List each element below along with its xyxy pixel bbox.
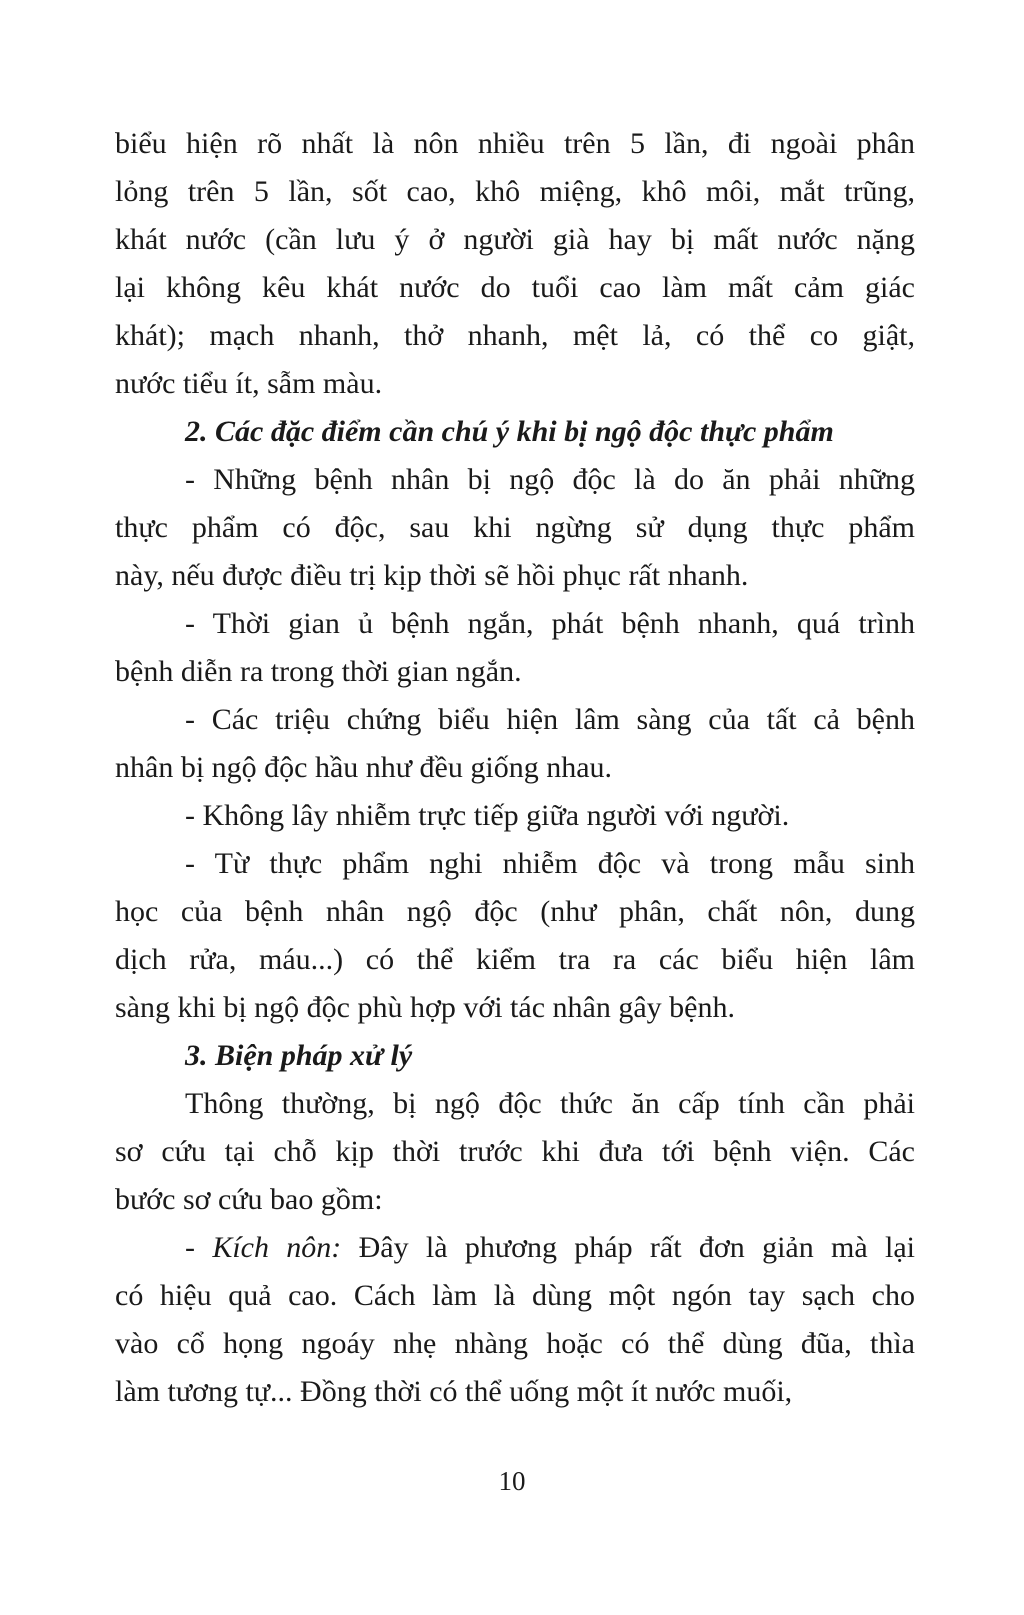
text-line: - Những bệnh nhân bị ngộ độc là do ăn phải những [185,463,915,496]
text-line: dịch rửa, máu...) có thể kiểm tra ra các biểu hiện lâm [115,943,915,976]
text-line: lỏng trên 5 lần, sốt cao, khô miệng, khô môi, mắt trũng, [115,175,915,208]
text-line: này, nếu được điều trị kịp thời sẽ hồi phục rất nhanh. [115,559,749,592]
text-line: thực phẩm có độc, sau khi ngừng sử dụng thực phẩm [115,511,915,544]
page-text-block [115,120,915,1416]
text-line: Thông thường, bị ngộ độc thức ăn cấp tính cần phải [185,1087,915,1120]
text-line: học của bệnh nhân ngộ độc (như phân, chất nôn, dung [115,895,915,928]
text-line: biểu hiện rõ nhất là nôn nhiều trên 5 lần, đi ngoài phân [115,127,915,160]
text-line: - Không lây nhiễm trực tiếp giữa người với người. [185,799,790,832]
line-rest: Đây là phương pháp rất đơn giản mà lại [341,1231,915,1264]
text-line [115,1224,915,1272]
text-line: khát nước (cần lưu ý ở người già hay bị mất nước nặng [115,223,915,256]
section-heading: 2. Các đặc điểm cần chú ý khi bị ngộ độc thực phẩm [185,415,834,448]
page-number: 10 [498,1466,526,1496]
text-line: sàng khi bị ngộ độc phù hợp với tác nhân gây bệnh. [115,991,735,1024]
text-line: nước tiểu ít, sẫm màu. [115,367,383,400]
italic-term: Kích nôn: [212,1231,342,1264]
text-line: sơ cứu tại chỗ kịp thời trước khi đưa tới bệnh viện. Các [115,1135,915,1168]
text-line: có hiệu quả cao. Cách làm là dùng một ngón tay sạch cho [115,1279,915,1312]
text-line: - Thời gian ủ bệnh ngắn, phát bệnh nhanh, quá trình [185,607,915,640]
text-line: bệnh diễn ra trong thời gian ngắn. [115,655,522,688]
text-line: - Các triệu chứng biểu hiện lâm sàng của tất cả bệnh [185,703,915,736]
text-line: - Từ thực phẩm nghi nhiễm độc và trong mẫu sinh [185,847,915,880]
text-line: làm tương tự... Đồng thời có thể uống một ít nước muối, [115,1375,793,1408]
text-line: bước sơ cứu bao gồm: [115,1183,383,1216]
text-line: nhân bị ngộ độc hầu như đều giống nhau. [115,751,613,784]
section-heading: 3. Biện pháp xử lý [185,1039,413,1072]
text-line: vào cổ họng ngoáy nhẹ nhàng hoặc có thể dùng đũa, thìa [115,1327,915,1360]
text-line: khát); mạch nhanh, thở nhanh, mệt lả, có thể co giật, [115,319,915,352]
dash-prefix: - [185,1231,213,1264]
text-line: lại không kêu khát nước do tuổi cao làm mất cảm giác [115,271,915,304]
